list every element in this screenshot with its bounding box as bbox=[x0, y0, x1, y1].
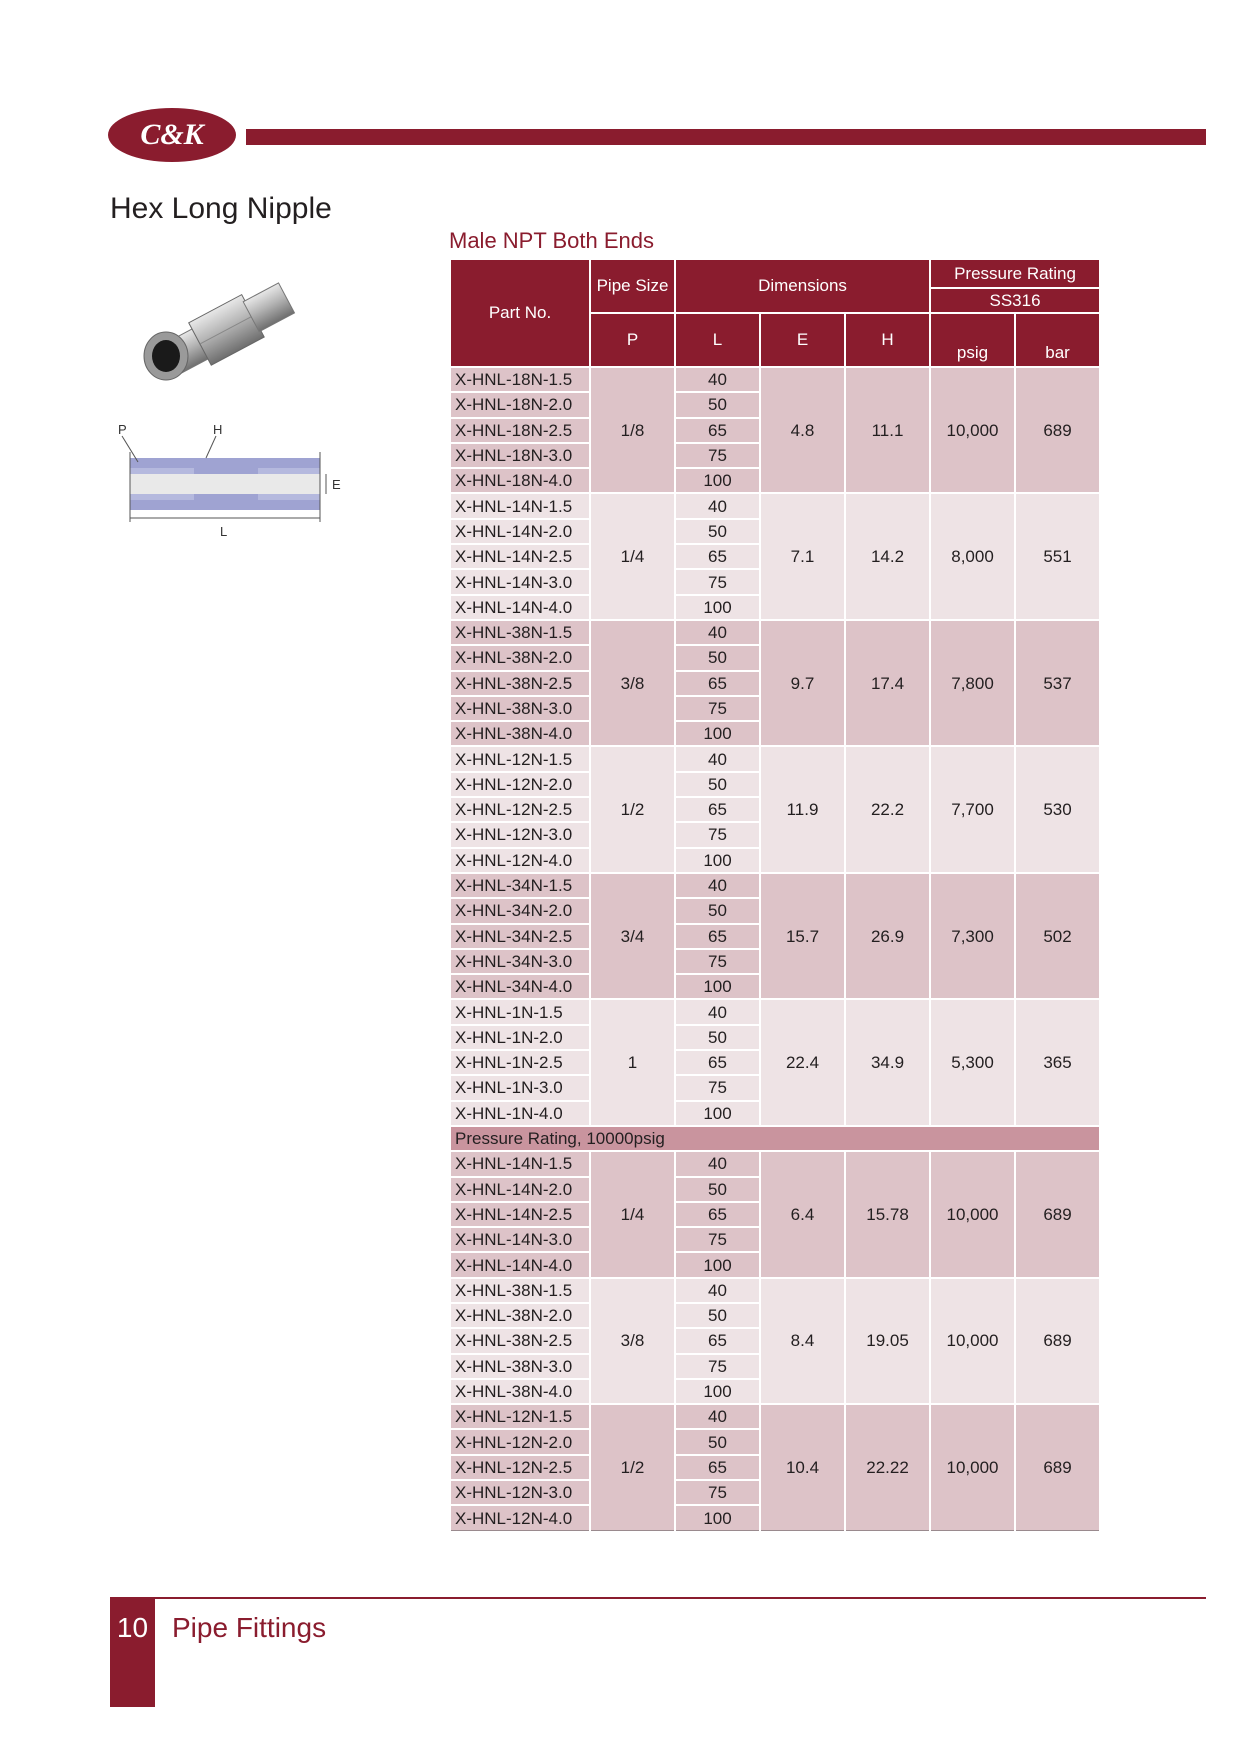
length-cell: 75 bbox=[675, 1480, 760, 1505]
table-row bbox=[450, 999, 1100, 1024]
bar-cell: 530 bbox=[1015, 746, 1100, 872]
length-cell: 100 bbox=[675, 468, 760, 493]
length-cell: 100 bbox=[675, 595, 760, 620]
part-number-cell: X-HNL-14N-4.0 bbox=[450, 1252, 590, 1277]
psig-cell: 7,300 bbox=[930, 873, 1015, 999]
header-e: E bbox=[760, 313, 845, 367]
length-cell: 50 bbox=[675, 645, 760, 670]
length-cell: 40 bbox=[675, 1404, 760, 1429]
pipe-size-cell: 1/8 bbox=[590, 367, 675, 493]
dim-h-cell: 14.2 bbox=[845, 493, 930, 619]
part-number-cell: X-HNL-12N-4.0 bbox=[450, 848, 590, 873]
part-number-cell: X-HNL-18N-2.5 bbox=[450, 418, 590, 443]
section-row bbox=[450, 1126, 1100, 1151]
dim-e-cell: 6.4 bbox=[760, 1151, 845, 1277]
length-cell: 75 bbox=[675, 1075, 760, 1100]
part-number-cell: X-HNL-14N-2.5 bbox=[450, 544, 590, 569]
dim-e-cell: 22.4 bbox=[760, 999, 845, 1125]
length-cell: 40 bbox=[675, 367, 760, 392]
length-cell: 50 bbox=[675, 772, 760, 797]
bar-cell: 689 bbox=[1015, 1404, 1100, 1530]
length-cell: 100 bbox=[675, 848, 760, 873]
header-dimensions: Dimensions bbox=[675, 259, 930, 313]
part-number-cell: X-HNL-38N-4.0 bbox=[450, 1379, 590, 1404]
psig-cell: 10,000 bbox=[930, 367, 1015, 493]
label-e: E bbox=[332, 477, 341, 492]
part-number-cell: X-HNL-34N-1.5 bbox=[450, 873, 590, 898]
pipe-size-cell: 1/2 bbox=[590, 746, 675, 872]
pipe-size-cell: 1/4 bbox=[590, 1151, 675, 1277]
part-number-cell: X-HNL-12N-1.5 bbox=[450, 746, 590, 771]
length-cell: 100 bbox=[675, 974, 760, 999]
psig-cell: 10,000 bbox=[930, 1278, 1015, 1404]
bar-cell: 689 bbox=[1015, 1278, 1100, 1404]
part-number-cell: X-HNL-18N-4.0 bbox=[450, 468, 590, 493]
length-cell: 65 bbox=[675, 671, 760, 696]
pipe-size-cell: 3/4 bbox=[590, 873, 675, 999]
length-cell: 50 bbox=[675, 1025, 760, 1050]
part-number-cell: X-HNL-12N-1.5 bbox=[450, 1404, 590, 1429]
psig-cell: 10,000 bbox=[930, 1151, 1015, 1277]
length-cell: 100 bbox=[675, 1101, 760, 1126]
dim-h-cell: 34.9 bbox=[845, 999, 930, 1125]
header-pressure-rating: Pressure Rating bbox=[930, 259, 1100, 288]
table-row bbox=[450, 873, 1100, 898]
length-cell: 50 bbox=[675, 1303, 760, 1328]
bar-cell: 537 bbox=[1015, 620, 1100, 746]
length-cell: 65 bbox=[675, 544, 760, 569]
psig-cell: 7,700 bbox=[930, 746, 1015, 872]
dim-e-cell: 15.7 bbox=[760, 873, 845, 999]
part-number-cell: X-HNL-38N-2.5 bbox=[450, 1328, 590, 1353]
length-cell: 65 bbox=[675, 1050, 760, 1075]
pipe-size-cell: 3/8 bbox=[590, 1278, 675, 1404]
length-cell: 50 bbox=[675, 1429, 760, 1454]
length-cell: 50 bbox=[675, 392, 760, 417]
table-title: Male NPT Both Ends bbox=[449, 228, 655, 253]
table-row bbox=[450, 493, 1100, 518]
part-number-cell: X-HNL-34N-2.0 bbox=[450, 898, 590, 923]
length-cell: 40 bbox=[675, 746, 760, 771]
length-cell: 75 bbox=[675, 822, 760, 847]
dimension-diagram bbox=[118, 422, 368, 552]
dim-h-cell: 26.9 bbox=[845, 873, 930, 999]
dim-h-cell: 22.22 bbox=[845, 1404, 930, 1530]
header-psig: psig bbox=[930, 313, 1015, 367]
brand-logo bbox=[108, 108, 236, 162]
part-number-cell: X-HNL-14N-3.0 bbox=[450, 1227, 590, 1252]
psig-cell: 7,800 bbox=[930, 620, 1015, 746]
dim-h-cell: 22.2 bbox=[845, 746, 930, 872]
part-number-cell: X-HNL-18N-3.0 bbox=[450, 443, 590, 468]
part-number-cell: X-HNL-38N-3.0 bbox=[450, 1354, 590, 1379]
part-number-cell: X-HNL-38N-2.5 bbox=[450, 671, 590, 696]
length-cell: 100 bbox=[675, 721, 760, 746]
dim-e-cell: 7.1 bbox=[760, 493, 845, 619]
length-cell: 75 bbox=[675, 443, 760, 468]
dim-h-cell: 17.4 bbox=[845, 620, 930, 746]
part-number-cell: X-HNL-12N-3.0 bbox=[450, 822, 590, 847]
bar-cell: 502 bbox=[1015, 873, 1100, 999]
footer-line bbox=[110, 1597, 1206, 1599]
length-cell: 65 bbox=[675, 1455, 760, 1480]
logo-text: C&K bbox=[140, 118, 204, 151]
part-number-cell: X-HNL-38N-1.5 bbox=[450, 620, 590, 645]
part-number-cell: X-HNL-38N-4.0 bbox=[450, 721, 590, 746]
label-p: P bbox=[118, 422, 127, 437]
length-cell: 40 bbox=[675, 1151, 760, 1176]
pipe-size-cell: 1 bbox=[590, 999, 675, 1125]
part-number-cell: X-HNL-1N-1.5 bbox=[450, 999, 590, 1024]
spec-table-body bbox=[450, 367, 1100, 1530]
dim-e-cell: 4.8 bbox=[760, 367, 845, 493]
part-number-cell: X-HNL-34N-2.5 bbox=[450, 924, 590, 949]
psig-cell: 8,000 bbox=[930, 493, 1015, 619]
part-number-cell: X-HNL-14N-4.0 bbox=[450, 595, 590, 620]
part-number-cell: X-HNL-1N-3.0 bbox=[450, 1075, 590, 1100]
length-cell: 65 bbox=[675, 797, 760, 822]
header-material: SS316 bbox=[930, 288, 1100, 313]
dim-e-cell: 10.4 bbox=[760, 1404, 845, 1530]
table-row bbox=[450, 1278, 1100, 1303]
length-cell: 65 bbox=[675, 924, 760, 949]
page-title: Hex Long Nipple bbox=[110, 192, 332, 225]
header-pipe-size: Pipe Size bbox=[590, 259, 675, 313]
dim-e-cell: 8.4 bbox=[760, 1278, 845, 1404]
part-number-cell: X-HNL-34N-4.0 bbox=[450, 974, 590, 999]
dim-h-cell: 19.05 bbox=[845, 1278, 930, 1404]
part-number-cell: X-HNL-18N-1.5 bbox=[450, 367, 590, 392]
length-cell: 100 bbox=[675, 1379, 760, 1404]
length-cell: 40 bbox=[675, 999, 760, 1024]
part-number-cell: X-HNL-12N-2.0 bbox=[450, 1429, 590, 1454]
length-cell: 75 bbox=[675, 949, 760, 974]
length-cell: 100 bbox=[675, 1252, 760, 1277]
psig-cell: 10,000 bbox=[930, 1404, 1015, 1530]
header-l: L bbox=[675, 313, 760, 367]
part-number-cell: X-HNL-12N-4.0 bbox=[450, 1505, 590, 1530]
section-label: Pressure Rating, 10000psig bbox=[450, 1126, 1100, 1151]
dim-e-cell: 11.9 bbox=[760, 746, 845, 872]
header-bar: bar bbox=[1015, 313, 1100, 367]
dim-h-cell: 11.1 bbox=[845, 367, 930, 493]
length-cell: 50 bbox=[675, 519, 760, 544]
length-cell: 40 bbox=[675, 873, 760, 898]
part-number-cell: X-HNL-14N-2.0 bbox=[450, 1177, 590, 1202]
length-cell: 40 bbox=[675, 493, 760, 518]
length-cell: 75 bbox=[675, 1227, 760, 1252]
part-number-cell: X-HNL-1N-2.0 bbox=[450, 1025, 590, 1050]
length-cell: 40 bbox=[675, 620, 760, 645]
length-cell: 40 bbox=[675, 1278, 760, 1303]
part-number-cell: X-HNL-38N-2.0 bbox=[450, 645, 590, 670]
dim-h-cell: 15.78 bbox=[845, 1151, 930, 1277]
part-number-cell: X-HNL-14N-1.5 bbox=[450, 1151, 590, 1176]
pipe-size-cell: 3/8 bbox=[590, 620, 675, 746]
bar-cell: 689 bbox=[1015, 1151, 1100, 1277]
header-bar bbox=[246, 129, 1206, 145]
table-row bbox=[450, 620, 1100, 645]
table-row bbox=[450, 1404, 1100, 1429]
table-row bbox=[450, 367, 1100, 392]
part-number-cell: X-HNL-12N-2.5 bbox=[450, 1455, 590, 1480]
part-number-cell: X-HNL-38N-3.0 bbox=[450, 696, 590, 721]
part-number-cell: X-HNL-14N-1.5 bbox=[450, 493, 590, 518]
table-row bbox=[450, 1151, 1100, 1176]
table-row bbox=[450, 746, 1100, 771]
part-number-cell: X-HNL-14N-2.0 bbox=[450, 519, 590, 544]
part-number-cell: X-HNL-1N-2.5 bbox=[450, 1050, 590, 1075]
length-cell: 50 bbox=[675, 1177, 760, 1202]
length-cell: 75 bbox=[675, 569, 760, 594]
dim-e-cell: 9.7 bbox=[760, 620, 845, 746]
part-number-cell: X-HNL-34N-3.0 bbox=[450, 949, 590, 974]
length-cell: 50 bbox=[675, 898, 760, 923]
length-cell: 100 bbox=[675, 1505, 760, 1530]
bar-cell: 365 bbox=[1015, 999, 1100, 1125]
page-number: 10 bbox=[116, 1612, 149, 1643]
part-number-cell: X-HNL-1N-4.0 bbox=[450, 1101, 590, 1126]
bar-cell: 689 bbox=[1015, 367, 1100, 493]
spec-table bbox=[449, 258, 1101, 1531]
header-h: H bbox=[845, 313, 930, 367]
length-cell: 65 bbox=[675, 1328, 760, 1353]
hex-nipple-photo bbox=[118, 262, 318, 400]
part-number-cell: X-HNL-38N-1.5 bbox=[450, 1278, 590, 1303]
footer-section-title: Pipe Fittings bbox=[172, 1612, 327, 1643]
label-l: L bbox=[220, 524, 228, 539]
length-cell: 65 bbox=[675, 1202, 760, 1227]
header-p: P bbox=[590, 313, 675, 367]
length-cell: 75 bbox=[675, 696, 760, 721]
part-number-cell: X-HNL-12N-2.5 bbox=[450, 797, 590, 822]
header-part-no: Part No. bbox=[450, 259, 590, 367]
length-cell: 75 bbox=[675, 1354, 760, 1379]
part-number-cell: X-HNL-38N-2.0 bbox=[450, 1303, 590, 1328]
pipe-size-cell: 1/4 bbox=[590, 493, 675, 619]
label-h: H bbox=[213, 422, 223, 437]
part-number-cell: X-HNL-14N-3.0 bbox=[450, 569, 590, 594]
psig-cell: 5,300 bbox=[930, 999, 1015, 1125]
length-cell: 65 bbox=[675, 418, 760, 443]
part-number-cell: X-HNL-14N-2.5 bbox=[450, 1202, 590, 1227]
part-number-cell: X-HNL-12N-2.0 bbox=[450, 772, 590, 797]
bar-cell: 551 bbox=[1015, 493, 1100, 619]
pipe-size-cell: 1/2 bbox=[590, 1404, 675, 1530]
part-number-cell: X-HNL-18N-2.0 bbox=[450, 392, 590, 417]
part-number-cell: X-HNL-12N-3.0 bbox=[450, 1480, 590, 1505]
